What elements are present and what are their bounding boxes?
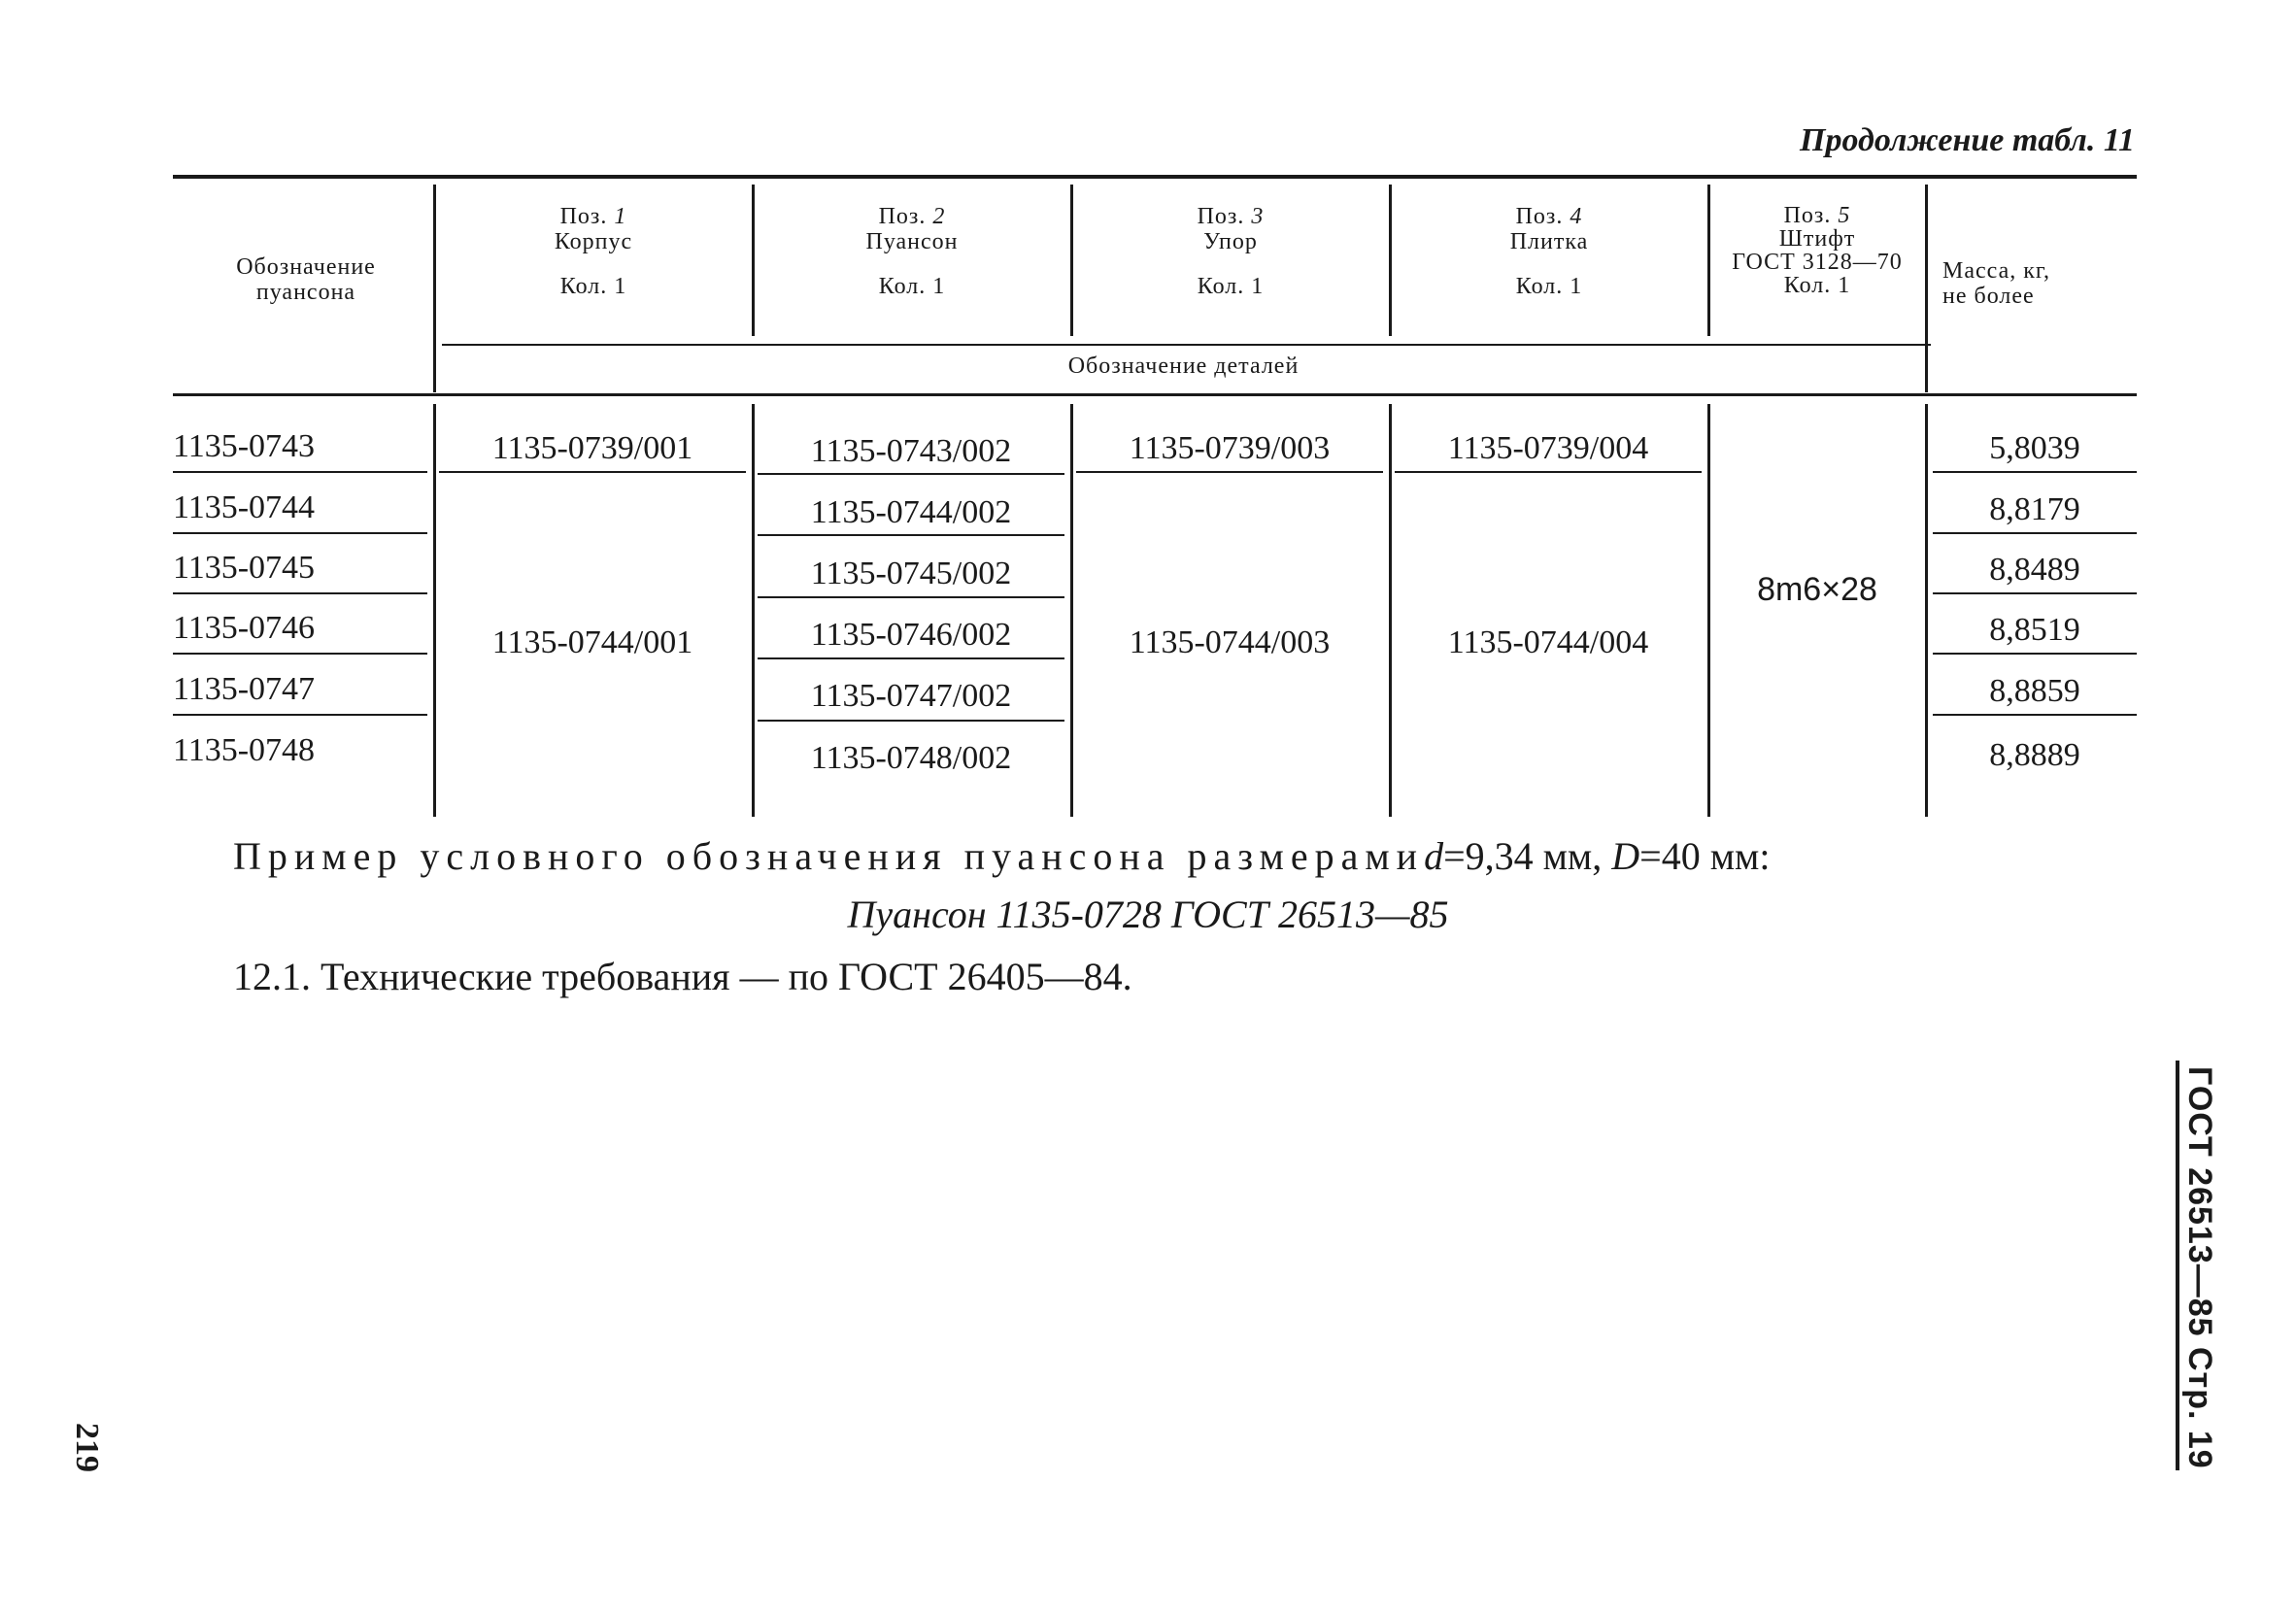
body-divider <box>1707 404 1710 817</box>
row-rule-designation <box>173 592 427 594</box>
mass-value: 8,8889 <box>1989 737 2080 773</box>
body-part-merged: 1135-0744/001 <box>491 624 693 660</box>
row-rule-plate <box>1395 471 1702 473</box>
punch-part: 1135-0746/002 <box>810 617 1012 653</box>
row-rule-designation <box>173 653 427 655</box>
mass-value: 5,8039 <box>1989 430 2080 466</box>
plate-part-merged: 1135-0744/004 <box>1447 624 1649 660</box>
body-divider <box>1925 404 1928 817</box>
side-rule <box>2176 1061 2179 1470</box>
row-rule-punch <box>758 657 1064 659</box>
stop-part-first: 1135-0739/003 <box>1129 430 1331 466</box>
row-rule-mass <box>1933 592 2137 594</box>
table-top-rule <box>173 175 2137 179</box>
header-divider <box>1707 185 1710 336</box>
header-mass: Масса, кг, не более <box>1942 258 2051 309</box>
body-divider <box>752 404 755 817</box>
header-divider <box>1070 185 1073 336</box>
mass-value: 8,8179 <box>1989 491 2080 527</box>
example-paragraph: Пример условного обозначения пуансона размерамиd=9,34 мм, D=40 мм: <box>233 834 1771 878</box>
table-row-designation: 1135-0745 <box>173 550 316 586</box>
mass-value: 8,8489 <box>1989 552 2080 588</box>
header-col-stop: Поз. 3 Упор Кол. 1 <box>1197 204 1265 299</box>
body-divider <box>433 404 436 817</box>
row-rule-designation <box>173 471 427 473</box>
table-row-designation: 1135-0747 <box>173 671 316 707</box>
header-col-punch: Поз. 2 Пуансон Кол. 1 <box>865 204 959 299</box>
page-number: 219 <box>69 1423 105 1472</box>
row-rule-designation <box>173 714 427 716</box>
row-rule-mass <box>1933 653 2137 655</box>
row-rule-punch <box>758 534 1064 536</box>
table-caption: Продолжение табл. 11 <box>1800 122 2135 158</box>
stop-part-merged: 1135-0744/003 <box>1129 624 1331 660</box>
punch-part: 1135-0745/002 <box>810 556 1012 591</box>
body-divider <box>1070 404 1073 817</box>
plate-part-first: 1135-0739/004 <box>1447 430 1649 466</box>
header-col-body: Поз. 1 Корпус Кол. 1 <box>554 204 633 299</box>
table-row-designation: 1135-0748 <box>173 732 316 768</box>
parts-label-rule <box>442 344 1931 346</box>
mass-value: 8,8519 <box>1989 612 2080 648</box>
header-parts-label: Обозначение деталей <box>1067 354 1300 379</box>
technical-requirements: 12.1. Технические требования — по ГОСТ 26405—84. <box>233 955 1132 998</box>
punch-part: 1135-0743/002 <box>810 433 1012 469</box>
row-rule-mass <box>1933 532 2137 534</box>
table-row-designation: 1135-0744 <box>173 489 316 525</box>
row-rule-body <box>439 471 746 473</box>
example-designation: Пуансон 1135-0728 ГОСТ 26513—85 <box>847 893 1449 936</box>
header-bottom-rule <box>173 393 2137 396</box>
example-lead: Пример условного обозначения пуансона размерами <box>233 834 1425 878</box>
table-row-designation: 1135-0746 <box>173 610 316 646</box>
row-rule-punch <box>758 720 1064 722</box>
punch-part: 1135-0748/002 <box>810 740 1012 776</box>
header-divider <box>433 185 436 392</box>
punch-part: 1135-0747/002 <box>810 678 1012 714</box>
punch-part: 1135-0744/002 <box>810 494 1012 530</box>
header-divider <box>752 185 755 336</box>
row-rule-mass <box>1933 714 2137 716</box>
row-rule-stop <box>1076 471 1383 473</box>
row-rule-punch <box>758 596 1064 598</box>
table-row-designation: 1135-0743 <box>173 428 316 464</box>
mass-value: 8,8859 <box>1989 673 2080 709</box>
row-rule-designation <box>173 532 427 534</box>
header-divider <box>1389 185 1392 336</box>
body-part-first: 1135-0739/001 <box>491 430 693 466</box>
side-standard-label: ГОСТ 26513—85 Стр. 19 <box>2181 1066 2218 1469</box>
row-rule-mass <box>1933 471 2137 473</box>
header-col-plate: Поз. 4 Плитка Кол. 1 <box>1509 204 1589 299</box>
header-col-pin: Поз. 5 Штифт ГОСТ 3128—70 Кол. 1 <box>1732 203 1903 298</box>
pin-part-merged: 8m6×28 <box>1757 571 1877 608</box>
header-designation: Обозначение пуансона <box>236 254 376 305</box>
body-divider <box>1389 404 1392 817</box>
header-divider <box>1925 185 1928 392</box>
row-rule-punch <box>758 473 1064 475</box>
